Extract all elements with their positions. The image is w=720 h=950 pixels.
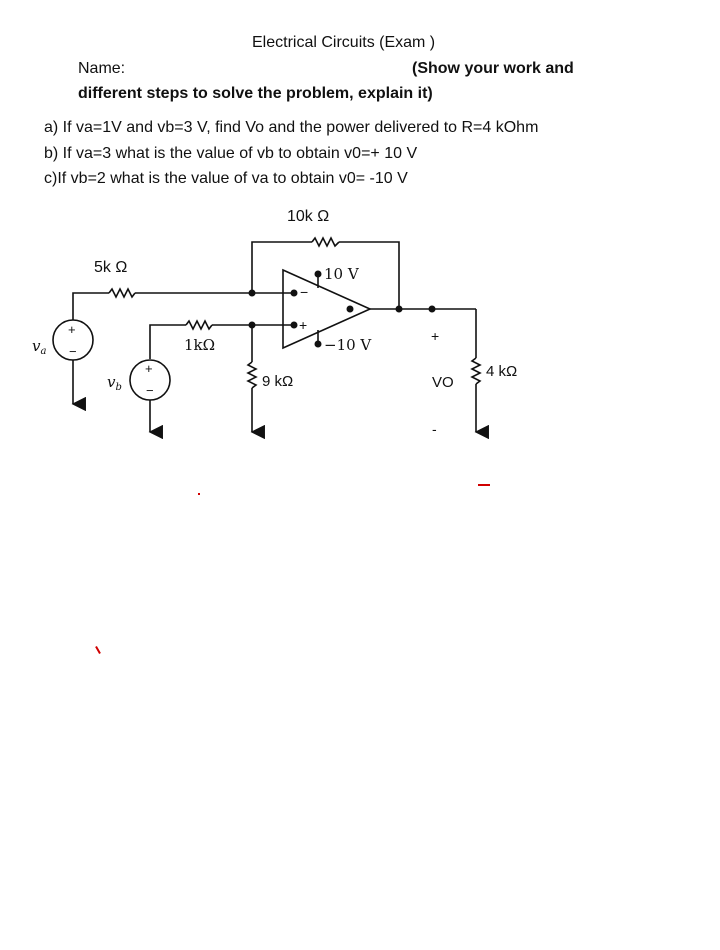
question-a: a) If va=1V and vb=3 V, find Vo and the power delivered to R=4 kOhm bbox=[44, 119, 539, 136]
question-b: b) If va=3 what is the value of vb to obtain v0=+ 10 V bbox=[44, 145, 418, 162]
name-label: Name: bbox=[78, 60, 126, 77]
source-vb-label: $v_b$ bbox=[107, 373, 122, 393]
supply-negative-label: −10 V bbox=[324, 336, 372, 354]
output-terminal bbox=[429, 306, 436, 313]
node-feedback bbox=[249, 290, 256, 297]
supply-neg-dot bbox=[315, 341, 322, 348]
vb-wire bbox=[150, 325, 186, 359]
exam-title: Electrical Circuits (Exam ) bbox=[252, 34, 436, 51]
resistor-1k-label: 1kΩ bbox=[184, 336, 216, 354]
resistor-4k-label: 4 kΩ bbox=[486, 363, 518, 380]
question-c: c)If vb=2 what is the value of va to obtain v0= -10 V bbox=[44, 170, 408, 187]
instructions-line-1: (Show your work and bbox=[412, 60, 574, 77]
output-minus: - bbox=[432, 421, 437, 437]
stray-mark-3 bbox=[198, 493, 200, 495]
resistor-9k-label: 9 kΩ bbox=[262, 373, 294, 390]
source-vb-minus: − bbox=[146, 383, 154, 398]
resistor-5k-label: 5k Ω bbox=[94, 259, 128, 276]
va-wire bbox=[73, 293, 109, 309]
node-output bbox=[396, 306, 403, 313]
opamp-plus-sign: + bbox=[299, 317, 308, 333]
opamp-output-dot bbox=[347, 306, 354, 313]
resistor-5k bbox=[109, 289, 135, 297]
opamp-plus-dot bbox=[291, 322, 298, 329]
feedback-resistor bbox=[312, 238, 339, 246]
resistor-9k bbox=[248, 362, 256, 388]
source-va-label: $v_a$ bbox=[32, 337, 47, 357]
supply-positive-label: 10 V bbox=[324, 265, 359, 283]
source-va-plus: + bbox=[68, 322, 76, 337]
opamp-minus-dot bbox=[291, 290, 298, 297]
output-label: VO bbox=[432, 374, 454, 391]
supply-pos-dot bbox=[315, 271, 322, 278]
instructions-line-2: different steps to solve the problem, explain it) bbox=[78, 85, 433, 102]
stray-mark-1 bbox=[478, 484, 490, 486]
feedback-resistor-label: 10k Ω bbox=[287, 208, 330, 225]
resistor-1k bbox=[186, 321, 212, 329]
source-va-minus: − bbox=[69, 344, 77, 359]
output-plus: + bbox=[431, 328, 440, 344]
opamp-minus-sign: − bbox=[300, 284, 309, 300]
node-plus bbox=[249, 322, 256, 329]
source-vb-plus: + bbox=[145, 361, 153, 376]
resistor-4k bbox=[472, 358, 480, 384]
